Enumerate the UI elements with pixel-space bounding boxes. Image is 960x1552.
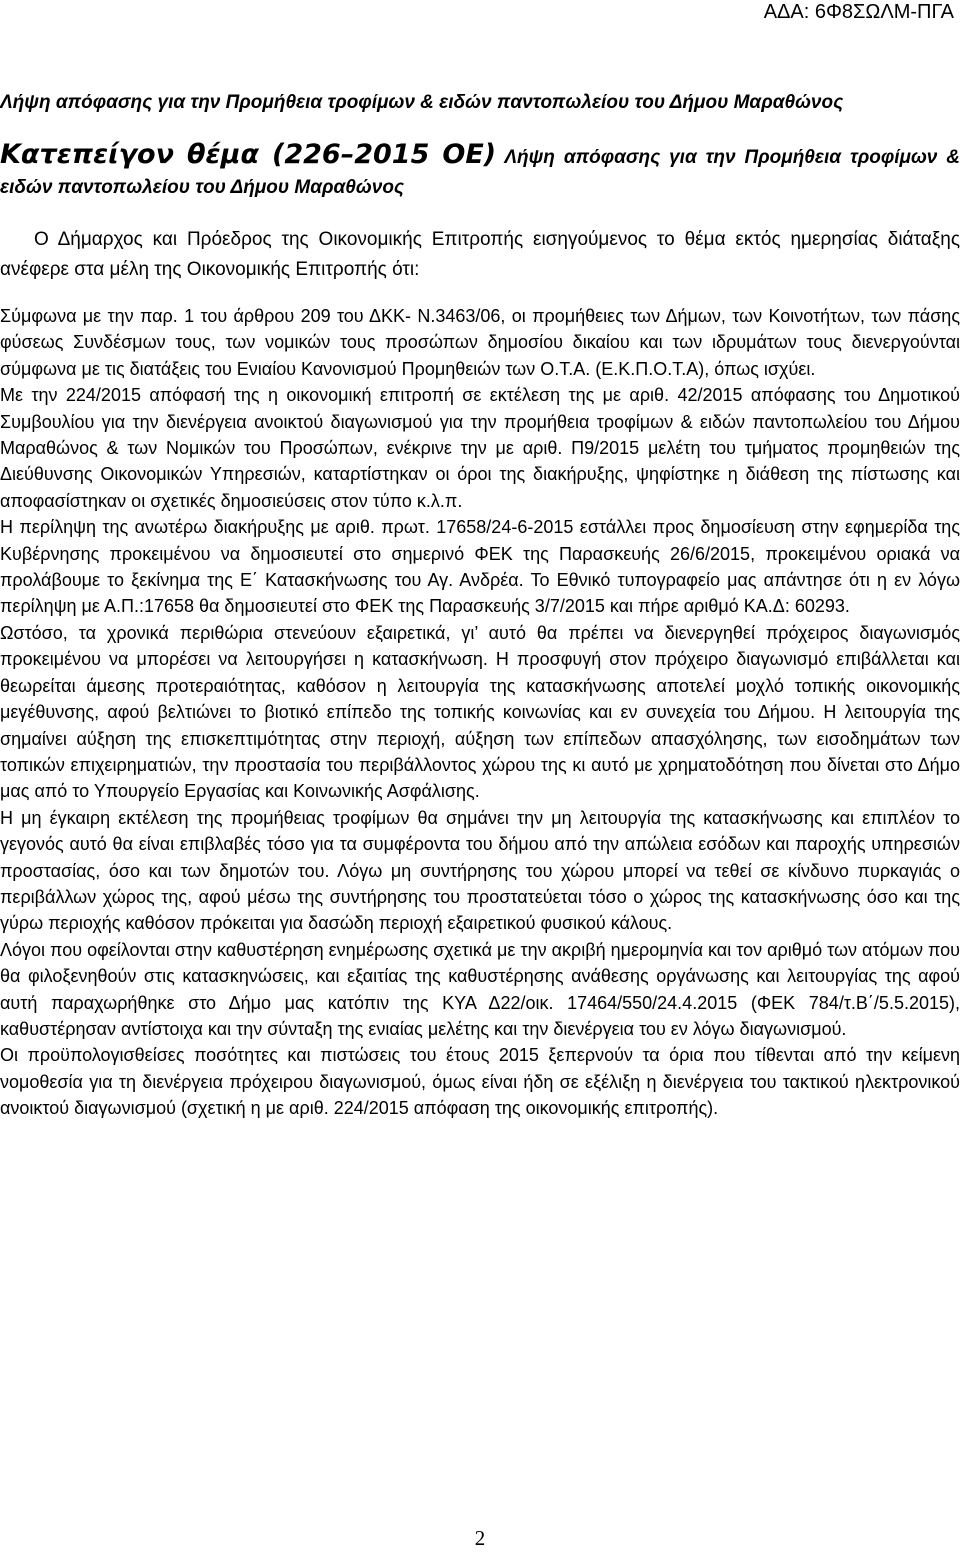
paragraph: Η περίληψη της ανωτέρω διακήρυξης με αριθ. πρωτ. 17658/24-6-2015 εστάλλει προς δημοσίευση στην εφημερίδα της Κυβέρνησης προκειμένου να δημοσιευτεί στο σημερινό ΦΕΚ της Παρασκευής 26/6/2015, προκειμένου οριακά να προλάβουμε το ξεκίνημα της Ε΄ Κατασκήνωσης του Αγ. Ανδρέα. Το Εθνικό τυπογραφείο μας απάντησε ότι η εν λόγω περίληψη με Α.Π.:17658 θα δημοσιευτεί στο ΦΕΚ της Παρασκευής 3/7/2015 και πήρε αριθμό ΚΑ.Δ: 60293. xyxy=(0,517,960,617)
paragraph: Ωστόσο, τα χρονικά περιθώρια στενεύουν εξαιρετικά, γι’ αυτό θα πρέπει να διενεργηθεί πρόχειρος διαγωνισμός προκειμένου να μπορέσει να λειτουργήσει η κατασκήνωση. Η προσφυγή στον πρόχειρο διαγωνισμό επιβάλλεται και θεωρείται άμεσης προτεραιότητας, καθόσον η λειτουργία της κατασκήνωσης αποτελεί μοχλό τοπικής οικονομικής μεγέθυνσης, αφού βελτιώνει το βιοτικό επίπεδο της τοπικής κοινωνίας και εν συνεχεία του Δήμου. Η λειτουργία της σημαίνει αύξηση της επισκεπτιμότητας στην περιοχή, αύξηση των επίπεδων απασχόλησης, των εισοδημάτων των τοπικών επιχειρηματιών, την προστασία του περιβάλλοντος χώρου της κι αυτό με χρηματοδότηση που δίνεται στο Δήμο μας από το Υπουργείο Εργασίας και Κοινωνικής Ασφάλισης. xyxy=(0,622,960,802)
document-title: Λήψη απόφασης για την Προμήθεια τροφίμων & ειδών παντοπωλείου του Δήμου Μαραθώνος xyxy=(0,92,844,113)
intro-paragraph: Ο Δήμαρχος και Πρόεδρος της Οικονομικής Επιτροπής εισηγούμενος το θέμα εκτός ημερησίας διάταξης ανέφερε στα μέλη της Οικονομικής Επιτροπής ότι: xyxy=(0,229,960,280)
paragraph: Η μη έγκαιρη εκτέλεση της προμήθειας τροφίμων θα σημάνει την μη λειτουργία της κατασκήνωσης και επιπλέον το γεγονός αυτό θα είναι επιβλαβές τόσο για τα συμφέροντα του δήμου από την απώλεια εσόδων και παροχής υπηρεσιών προστασίας, όσο και των δημοτών του. Λόγω μη συντήρησης του χώρου μπορεί να τεθεί σε κίνδυνο πυρκαγιάς ο περιβάλλων χώρος της, αφού μέσω της συντήρησης του προστατεύεται τόσο ο χώρος της κατασκήνωσης όσο και της γύρω περιοχής καθόσον πρόκειται για δασώδη περιοχή εξαιρετικού φυσικού κάλους. xyxy=(0,807,960,934)
paragraph: Λόγοι που οφείλονται στην καθυστέρηση ενημέρωσης σχετικά με την ακριβή ημερομηνία και τον αριθμό των ατόμων που θα φιλοξενηθούν στις κατασκηνώσεις, και εξαιτίας της καθυστέρησης ανάθεσης οργάνωσης και λειτουργίας της αφού αυτή παραχωρήθηκε στο Δήμο μας κατόπιν της ΚΥΑ Δ22/οικ. 17464/550/24.4.2015 (ΦΕΚ 784/τ.Β΄/5.5.2015), καθυστέρησαν αντίστοιχα και την σύνταξη της ενιαίας μελέτης και την διενέργεια του εν λόγω διαγωνισμού. xyxy=(0,939,960,1039)
page-number: 2 xyxy=(474,1526,486,1550)
document-body xyxy=(0,88,960,1122)
body-paragraphs xyxy=(0,303,960,1122)
paragraph: Σύμφωνα με την παρ. 1 του άρθρου 209 του ΔΚΚ- Ν.3463/06, οι προμήθειες των Δήμων, των Κοινοτήτων, των πάσης φύσεως Συνδέσμων τους, των νομικών τους προσώπων δημοσίου δικαίου και των ιδρυμάτων τους διενεργούνται σύμφωνα με τις διατάξεις του Ενιαίου Κανονισμού Προμηθειών των Ο.Τ.Α. (Ε.Κ.Π.Ο.Τ.Α), όπως ισχύει. xyxy=(0,306,960,379)
ada-code: ΑΔΑ: 6Φ8ΣΩΛΜ-ΠΓΑ xyxy=(763,1,954,23)
subject-text: Λήψη απόφασης για την Προμήθεια τροφίμων & ειδών παντοπωλείου του Δήμου Μαραθώνος xyxy=(0,147,960,198)
paragraph: Με την 224/2015 απόφασή της η οικονομική επιτροπή σε εκτέλεση της με αριθ. 42/2015 απόφασης του Δημοτικού Συμβουλίου για την διενέργεια ανοικτού διαγωνισμού για την προμήθεια τροφίμων & ειδών παντοπωλείου του Δήμου Μαραθώνος & των Νομικών του Προσώπων, ενέκρινε την με αριθ. Π9/2015 μελέτη του τμήματος προμηθειών της Διεύθυνσης Οικονομικών Υπηρεσιών, καταρτίστηκαν οι όροι της διακήρυξης, ψηφίστηκε η διάθεση της πίστωσης και αποφασίστηκαν οι σχετικές δημοσιεύσεις στον τύπο κ.λ.π. xyxy=(0,385,960,511)
urgent-label: Κατεπείγον θέμα (226–2015 ΟΕ) xyxy=(0,139,497,170)
paragraph: Οι προϋπολογισθείσες ποσότητες και πιστώσεις του έτους 2015 ξεπερνούν τα όρια που τίθενται από την κείμενη νομοθεσία για τη διενέργεια πρόχειρου διαγωνισμού, όμως είναι ήδη σε εξέλιξη η διενέργεια του τακτικού ηλεκτρονικού ανοικτού διαγωνισμού (σχετική η με αριθ. 224/2015 απόφαση της οικονομικής επιτροπής). xyxy=(0,1045,960,1119)
subject-line xyxy=(0,140,960,203)
